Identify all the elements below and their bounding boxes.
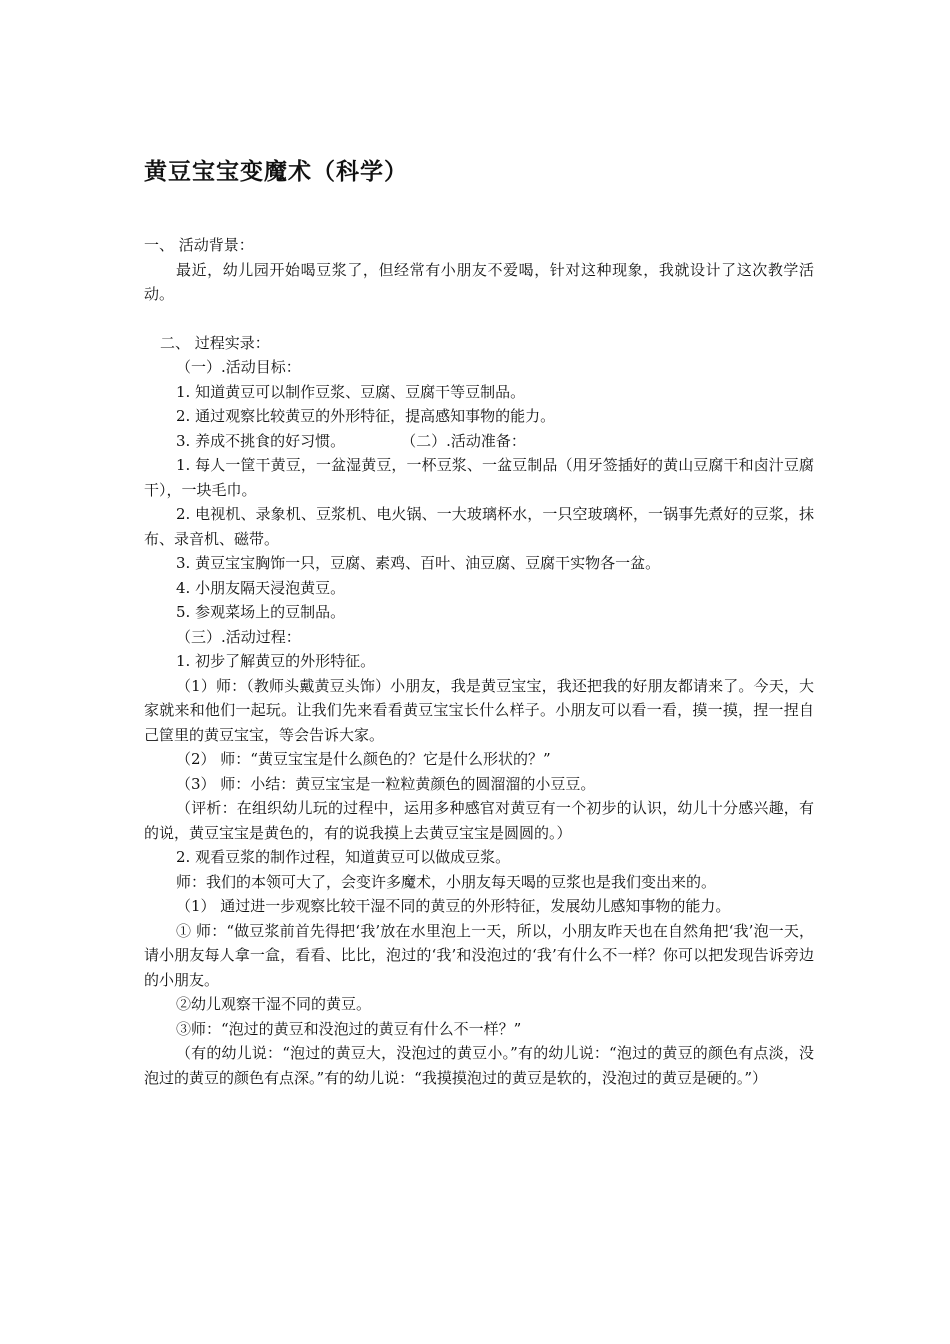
goal-item: 1. 知道黄豆可以制作豆浆、豆腐、豆腐干等豆制品。 bbox=[176, 382, 526, 401]
process-paragraph: （3） 师：小结：黄豆宝宝是一粒粒黄颜色的圆溜溜的小豆豆。 bbox=[176, 774, 596, 793]
process-paragraph: ① 师：“做豆浆前首先得把‘我’放在水里泡上一天，所以，小朋友昨天也在自然角把‘我’泡一天，请小朋友每人拿一盒，看看、比比，泡过的‘我’和没泡过的‘我’有什么不一样？你可以把发现告诉旁边的小朋友。 bbox=[144, 921, 814, 989]
process-paragraph: 2. 观看豆浆的制作过程，知道黄豆可以做成豆浆。 bbox=[176, 848, 511, 866]
document-title: 黄豆宝宝变魔术（科学） bbox=[144, 158, 408, 185]
prep-item: 2. 电视机、录象机、豆浆机、电火锅、一大玻璃杯水，一只空玻璃杯，一锅事先煮好的豆浆，抹布、录音机、磁带。 bbox=[144, 505, 814, 548]
goals-heading: （一）.活动目标： bbox=[176, 358, 301, 376]
process-paragraph: 1. 初步了解黄豆的外形特征。 bbox=[176, 652, 376, 670]
background-paragraph: 最近，幼儿园开始喝豆浆了，但经常有小朋友不爱喝，针对这种现象，我就设计了这次教学活动。 bbox=[144, 260, 814, 303]
section-heading-process: 二、 过程实录： bbox=[160, 333, 270, 352]
prep-item: 3. 黄豆宝宝胸饰一只，豆腐、素鸡、百叶、油豆腐、豆腐干实物各一盆。 bbox=[176, 554, 661, 572]
spacer bbox=[144, 307, 814, 331]
process-paragraph: （有的幼儿说：“泡过的黄豆大，没泡过的黄豆小。”有的幼儿说：“泡过的黄豆的颜色有点淡，没泡过的黄豆的颜色有点深。”有的幼儿说：“我摸摸泡过的黄豆是软的，没泡过的黄豆是硬的。”） bbox=[144, 1044, 814, 1087]
process-paragraph: ③师：“泡过的黄豆和没泡过的黄豆有什么不一样？” bbox=[176, 1019, 522, 1038]
process-paragraph: （2） 师：“黄豆宝宝是什么颜色的？它是什么形状的？” bbox=[176, 750, 551, 768]
process-paragraph: （评析：在组织幼儿玩的过程中，运用多种感官对黄豆有一个初步的认识，幼儿十分感兴趣，有的说，黄豆宝宝是黄色的，有的说我摸上去黄豆宝宝是圆圆的。） bbox=[144, 799, 814, 842]
process-paragraph: （1） 通过进一步观察比较干湿不同的黄豆的外形特征，发展幼儿感知事物的能力。 bbox=[176, 897, 731, 915]
prep-heading: （二）.活动准备： bbox=[401, 431, 526, 450]
prep-item: 5. 参观菜场上的豆制品。 bbox=[176, 603, 346, 621]
process-paragraph: （1）师：（教师头戴黄豆头饰）小朋友，我是黄豆宝宝，我还把我的好朋友都请来了。今天，大家就来和他们一起玩。让我们先来看看黄豆宝宝长什么样子。小朋友可以看一看，摸一摸，捏一捏自己筐里的黄豆宝宝，等会告诉大家。 bbox=[144, 676, 814, 744]
goal-item-with-prep-heading bbox=[144, 429, 814, 454]
prep-item: 4. 小朋友隔天浸泡黄豆。 bbox=[176, 578, 346, 597]
process-heading: （三）.活动过程： bbox=[176, 627, 301, 646]
prep-item: 1. 每人一筐干黄豆，一盆湿黄豆，一杯豆浆、一盆豆制品（用牙签插好的黄山豆腐干和卤汁豆腐干），一块毛巾。 bbox=[144, 456, 814, 499]
section-heading-background: 一、 活动背景： bbox=[144, 236, 254, 254]
goal-item: 3. 养成不挑食的好习惯。 bbox=[176, 431, 346, 450]
document-body bbox=[144, 233, 814, 1090]
goal-item: 2. 通过观察比较黄豆的外形特征，提高感知事物的能力。 bbox=[176, 407, 556, 425]
process-paragraph: ②幼儿观察干湿不同的黄豆。 bbox=[176, 995, 372, 1013]
process-paragraph: 师：我们的本领可大了，会变许多魔术，小朋友每天喝的豆浆也是我们变出来的。 bbox=[176, 872, 717, 891]
